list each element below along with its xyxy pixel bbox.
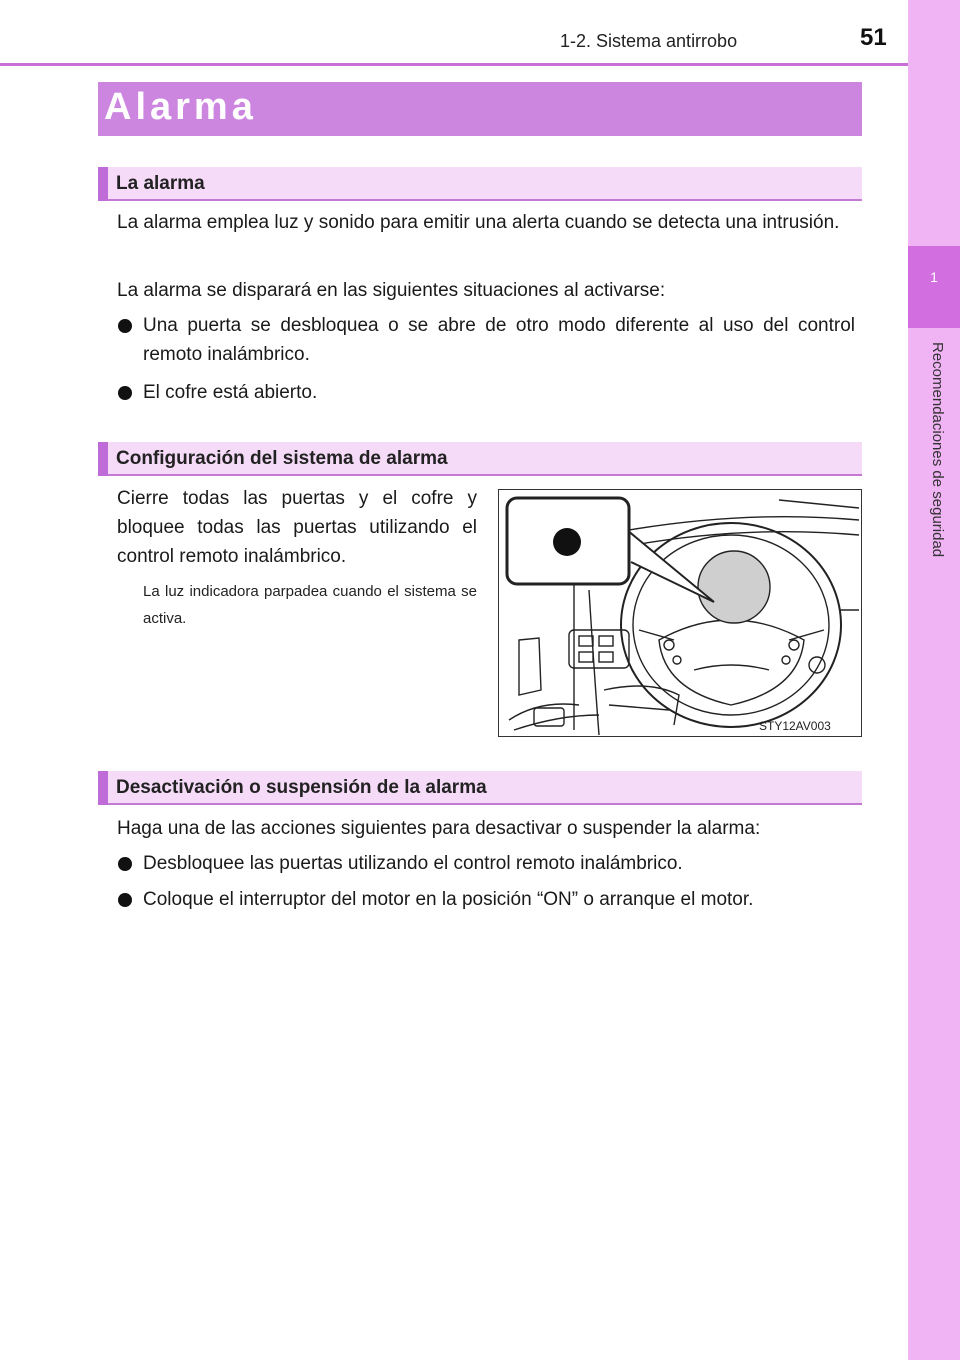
chapter-number: 1: [930, 269, 938, 285]
bullet-icon: [118, 319, 132, 333]
section-accent: [98, 771, 108, 805]
section-heading: La alarma: [116, 173, 205, 194]
section-heading-bar: [98, 167, 862, 201]
paragraph: La alarma emplea luz y sonido para emitir una alerta cuando se detecta una intrusión.: [117, 212, 840, 233]
indicator-light-icon: [553, 528, 581, 556]
page-title: Alarma: [104, 86, 257, 128]
page-number: 51: [860, 24, 887, 51]
bullet-icon: [118, 386, 132, 400]
section-accent: [98, 167, 108, 201]
bullet-icon: [118, 893, 132, 907]
steering-wheel-illustration: [499, 490, 862, 737]
side-strip: [908, 0, 960, 1360]
paragraph: La alarma se disparará en las siguientes situaciones al activarse:: [117, 280, 666, 301]
section-accent: [98, 442, 108, 476]
dashboard-illustration: [498, 489, 862, 737]
running-header: 1-2. Sistema antirrobo: [560, 31, 738, 51]
paragraph: Cierre todas las puertas y el cofre y bloquee todas las puertas utilizando el control remoto inalámbrico.: [117, 488, 477, 567]
paragraph: Haga una de las acciones siguientes para desactivar o suspender la alarma:: [117, 818, 761, 839]
list-item: Una puerta se desbloquea o se abre de otro modo diferente al uso del control remoto inalámbrico.: [143, 315, 855, 365]
chapter-tab: [908, 246, 960, 328]
section-heading: Configuración del sistema de alarma: [116, 448, 448, 469]
bullet-icon: [118, 857, 132, 871]
chapter-label: Recomendaciones de seguridad: [929, 342, 946, 558]
list-item: Desbloquee las puertas utilizando el control remoto inalámbrico.: [143, 853, 683, 874]
note: La luz indicadora parpadea cuando el sistema se activa.: [143, 583, 477, 627]
section-heading: Desactivación o suspensión de la alarma: [116, 777, 487, 798]
header-rule: [0, 63, 908, 66]
list-item: Coloque el interruptor del motor en la posición “ON” o arranque el motor.: [143, 889, 754, 910]
list-item: El cofre está abierto.: [143, 382, 318, 403]
figure-code: STY12AV003: [759, 719, 831, 733]
